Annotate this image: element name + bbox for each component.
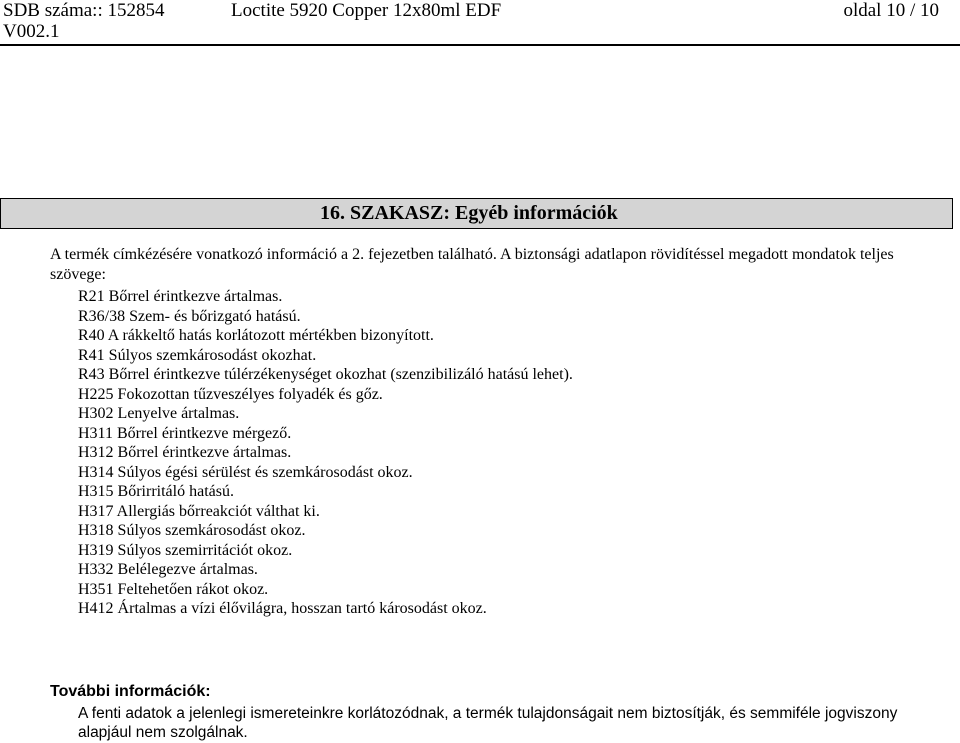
statement-item: H302 Lenyelve ártalmas.: [78, 405, 240, 422]
statement-item: H312 Bőrrel érintkezve ártalmas.: [78, 444, 292, 461]
statement-item: R43 Bőrrel érintkezve túlérzékenységet okozhat (szenzibilizáló hatású lehet).: [78, 366, 573, 383]
statement-item: H351 Feltehetően rákot okoz.: [78, 580, 269, 598]
further-info-title: További információk:: [50, 683, 211, 700]
document-version: V002.1: [3, 21, 60, 42]
statement-item: H315 Bőrirritáló hatású.: [78, 483, 234, 500]
statement-item: H225 Fokozottan tűzveszélyes folyadék és gőz.: [78, 385, 383, 403]
further-info-text: A fenti adatok a jelenlegi ismereteinkre korlátozódnak, a termék tulajdonságait nem biztosítják, és semmiféle jogviszony alapjául nem szolgálnak.: [78, 705, 898, 741]
sdb-number: SDB száma:: 152854: [3, 0, 165, 21]
statement-item: H412 Ártalmas a vízi élővilágra, hosszan tartó károsodást okoz.: [78, 600, 487, 617]
section-intro: A termék címkézésére vonatkozó információ a 2. fejezetben található. A biztonsági adatlapon rövidítéssel megadott mondatok teljes szövege:: [50, 246, 894, 283]
page-number: oldal 10 / 10: [843, 0, 939, 21]
product-name: Loctite 5920 Copper 12x80ml EDF: [231, 0, 502, 21]
header-divider: [0, 44, 960, 46]
statement-item: H311 Bőrrel érintkezve mérgező.: [78, 424, 292, 442]
statement-item: H314 Súlyos égési sérülést és szemkárosodást okoz.: [78, 463, 413, 481]
statement-item: H318 Súlyos szemkárosodást okoz.: [78, 522, 306, 539]
section-title: 16. SZAKASZ: Egyéb információk: [320, 202, 618, 224]
statement-item: R41 Súlyos szemkárosodást okozhat.: [78, 346, 317, 364]
statement-item: H317 Allergiás bőrreakciót válthat ki.: [78, 502, 320, 520]
statement-item: R40 A rákkeltő hatás korlátozott mértékben bizonyított.: [78, 327, 434, 344]
statement-item: H319 Súlyos szemirritációt okoz.: [78, 541, 293, 559]
page-header: [0, 0, 960, 44]
statement-item: R36/38 Szem- és bőrizgató hatású.: [78, 307, 301, 325]
statement-item: R21 Bőrrel érintkezve ártalmas.: [78, 288, 283, 305]
statement-item: H332 Belélegezve ártalmas.: [78, 561, 258, 578]
hazard-statement-list: [78, 287, 573, 619]
